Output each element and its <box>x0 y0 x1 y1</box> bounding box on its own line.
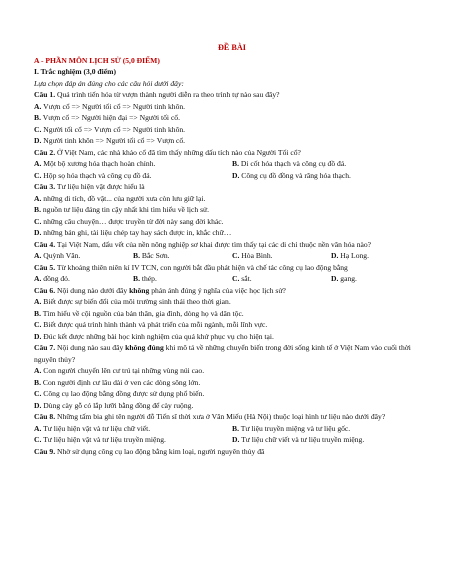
option-d <box>331 250 430 262</box>
option-label: D. <box>232 435 240 444</box>
option-d <box>34 135 430 147</box>
option-text: Một bộ xương hóa thạch hoàn chỉnh. <box>43 159 156 168</box>
option-b <box>34 112 430 124</box>
option-text: Hộp sọ hóa thạch và công cụ đồ đá. <box>43 170 152 180</box>
question-4 <box>34 239 430 251</box>
option-label: B. <box>232 159 239 168</box>
option-text: nguồn tư liệu đáng tin cậy nhất khi tìm hiểu về lịch sử. <box>42 205 210 214</box>
option-d <box>232 170 430 182</box>
question-9 <box>34 446 430 458</box>
option-a <box>34 193 430 205</box>
option-label: C. <box>34 170 42 180</box>
question-7 <box>34 342 430 365</box>
option-b <box>232 158 430 170</box>
option-label: B. <box>34 377 41 387</box>
option-label: D. <box>331 274 339 283</box>
option-c <box>34 124 430 136</box>
option-text: Di cốt hóa thạch và công cụ đồ đá. <box>240 159 347 168</box>
question-emphasis: không đúng <box>125 343 164 352</box>
option-label: A. <box>34 251 42 260</box>
option-row <box>34 250 430 262</box>
question-text: Nhờ sử dụng công cụ lao động bằng kim loại, người nguyên thủy đã <box>57 446 265 456</box>
question-1 <box>34 89 430 101</box>
exam-title: ĐỀ BÀI <box>218 43 246 52</box>
option-text: thép. <box>141 274 157 283</box>
question-text: Tại Việt Nam, dấu vết của nền nông nghiệp sơ khai được tìm thấy tại các di chỉ thuộc nền văn hóa nào? <box>56 239 372 249</box>
instruction-text: Lựa chọn đáp án đúng cho các câu hỏi dưới đây: <box>34 78 184 88</box>
option-text: Tư liệu chữ viết và tư liệu truyền miệng. <box>241 435 365 444</box>
option-label: C. <box>34 216 42 226</box>
option-label: C. <box>34 320 42 329</box>
option-text: Quỳnh Văn. <box>43 251 81 260</box>
option-text: đồng đỏ. <box>43 274 70 283</box>
option-b <box>34 308 430 320</box>
option-label: C. <box>34 124 42 134</box>
option-label: B. <box>232 423 239 433</box>
question-label: Câu 8. <box>34 412 56 421</box>
option-label: D. <box>34 400 42 410</box>
option-b <box>34 204 430 216</box>
option-row <box>34 423 430 435</box>
option-row <box>34 273 430 285</box>
option-c <box>34 319 430 331</box>
part-heading: I. Trắc nghiệm (3,0 điểm) <box>34 67 116 76</box>
option-label: C. <box>34 389 42 398</box>
option-row <box>34 170 430 182</box>
option-d <box>34 400 430 412</box>
option-text: những câu chuyện… được truyền từ đời này sang đời khác. <box>43 216 224 226</box>
option-text: những di tích, đồ vật... của người xưa còn lưu giữ lại. <box>43 193 206 203</box>
option-text: Bắc Sơn. <box>141 251 170 260</box>
question-label: Câu 6. <box>34 285 56 295</box>
option-text: Tư liệu hiện vật và tư liệu chữ viết. <box>43 423 151 433</box>
option-c <box>34 216 430 228</box>
option-text: những bản ghi, tài liệu chép tay hay sách được in, khắc chữ… <box>43 228 232 237</box>
option-row <box>34 434 430 446</box>
option-d <box>34 227 430 239</box>
question-label: Câu 5. <box>34 262 56 272</box>
option-text: Dùng cày gỗ có lắp lưỡi bằng đồng để cày ruộng. <box>43 400 194 410</box>
option-b <box>133 273 232 285</box>
option-label: D. <box>331 251 339 260</box>
option-a <box>34 101 430 113</box>
option-text: Công cụ đồ đồng và răng hóa thạch. <box>241 170 351 180</box>
option-b <box>34 377 430 389</box>
option-c <box>232 250 331 262</box>
option-label: D. <box>34 136 42 145</box>
option-text: Vượn cổ => Người tối cổ => Người tinh khôn. <box>43 101 186 111</box>
question-text: Những tấm bia ghi tên người đỗ Tiến sĩ thời xưa ở Văn Miếu (Hà Nội) thuộc loại hình tư liệu nào dưới đây? <box>57 412 386 421</box>
option-label: B. <box>133 251 140 260</box>
option-label: D. <box>232 170 240 180</box>
option-label: C. <box>34 435 42 444</box>
option-label: B. <box>34 308 41 318</box>
option-text: Biết được sự biến đổi của môi trường sinh thái theo thời gian. <box>43 297 231 306</box>
question-text-pre: Nội dung nào dưới đây <box>57 285 130 295</box>
option-text: Tìm hiểu về cội nguồn của bản thân, gia đình, dòng họ và dân tộc. <box>42 308 244 318</box>
option-label: D. <box>34 228 42 237</box>
question-text: Tư liệu hiện vật được hiểu là <box>56 182 145 191</box>
option-text: Công cụ lao động bằng đồng được sử dụng phổ biến. <box>43 389 205 398</box>
question-3 <box>34 181 430 193</box>
option-label: D. <box>34 331 42 341</box>
option-a <box>34 250 133 262</box>
question-emphasis: không <box>129 285 150 295</box>
question-text: Từ khoảng thiên niên kỉ IV TCN, con người bắt đầu phát hiện và chế tác công cụ lao động bằng <box>56 262 348 272</box>
option-label: B. <box>34 113 41 122</box>
question-text-post: phản ánh đúng ý nghĩa của việc học lịch sử? <box>149 285 286 295</box>
option-label: C. <box>232 251 240 260</box>
question-5 <box>34 262 430 274</box>
question-text-post: khi mô tả về những chuyển biến trong đời sống kinh tế ở Việt Nam vào cuối thời nguyên thủy? <box>34 343 411 364</box>
option-label: A. <box>34 423 42 433</box>
option-label: A. <box>34 274 42 283</box>
option-label: B. <box>133 274 140 283</box>
option-text: Người tối cổ => Vượn cổ => Người tinh khôn. <box>43 124 186 134</box>
question-label: Câu 3. <box>34 182 56 191</box>
question-6 <box>34 285 430 297</box>
option-text: Tư liệu hiện vật và tư liệu truyền miệng. <box>43 435 166 444</box>
option-d <box>232 434 430 446</box>
option-a <box>34 423 232 435</box>
option-text: Đúc kết được những bài học kinh nghiệm của quá khứ phục vụ cho hiện tại. <box>43 331 274 341</box>
option-label: A. <box>34 297 42 306</box>
option-a <box>34 296 430 308</box>
question-label: Câu 2. <box>34 147 56 157</box>
option-a <box>34 365 430 377</box>
option-text: Hạ Long. <box>340 251 369 260</box>
option-c <box>232 273 331 285</box>
question-2 <box>34 147 430 159</box>
option-b <box>232 423 430 435</box>
question-label: Câu 1. <box>34 90 56 99</box>
option-row <box>34 158 430 170</box>
option-b <box>133 250 232 262</box>
question-label: Câu 4. <box>34 239 56 249</box>
option-d <box>34 331 430 343</box>
option-label: A. <box>34 159 42 168</box>
option-text: Người tinh khôn => Người tối cổ => Vượn cổ. <box>43 136 186 145</box>
question-8 <box>34 411 430 423</box>
question-label: Câu 7. <box>34 343 56 352</box>
option-a <box>34 273 133 285</box>
option-text: Biết được quá trình hình thành và phát triển của mỗi ngành, mỗi lĩnh vực. <box>43 320 268 329</box>
option-a <box>34 158 232 170</box>
option-text: Hòa Bình. <box>241 251 273 260</box>
option-c <box>34 388 430 400</box>
option-label: A. <box>34 366 42 375</box>
option-d <box>331 273 430 285</box>
option-text: Tư liệu truyền miệng và tư liệu gốc. <box>240 423 351 433</box>
option-text: Con người chuyển lên cư trú tại những vùng núi cao. <box>43 366 205 375</box>
option-label: C. <box>232 274 240 283</box>
question-text-pre: Nội dung nào sau đây <box>57 343 126 352</box>
question-label: Câu 9. <box>34 446 56 456</box>
option-text: sắt. <box>241 274 252 283</box>
section-heading: A - PHẦN MÔN LỊCH SỬ (5,0 ĐIỂM) <box>34 55 160 65</box>
option-c <box>34 170 232 182</box>
option-label: A. <box>34 193 42 203</box>
option-text: gang. <box>340 274 357 283</box>
option-text: Con người định cư lâu dài ở ven các dòng sông lớn. <box>42 377 201 387</box>
question-text: Quá trình tiến hóa từ vượn thành người diễn ra theo trình tự nào sau đây? <box>57 90 280 99</box>
option-label: B. <box>34 205 41 214</box>
option-c <box>34 434 232 446</box>
option-label: A. <box>34 101 42 111</box>
question-text: Ở Việt Nam, các nhà khảo cổ đã tìm thấy những dấu tích nào của Người Tối cổ? <box>57 147 301 157</box>
option-text: Vượn cổ => Người hiện đại => Người tối cổ. <box>42 113 181 122</box>
